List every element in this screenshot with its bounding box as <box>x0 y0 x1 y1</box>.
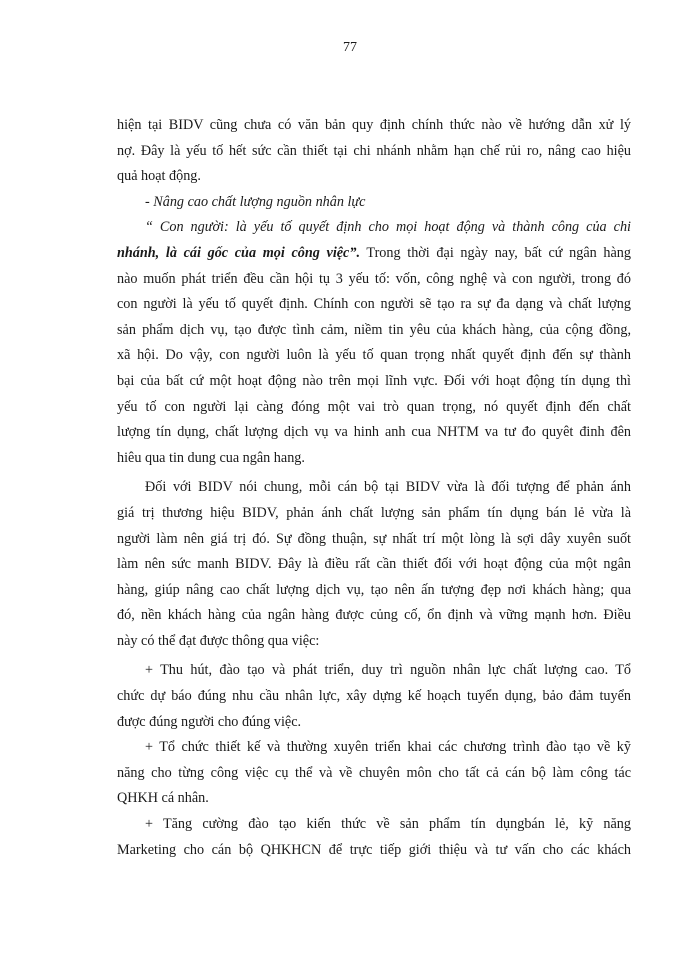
text-line: yếu tố con người lại càng đóng một vai trò quan trọng, nó quyết định đến chất <box>117 398 631 415</box>
quote-line: “ Con người: là yếu tố quyết định cho mọi hoạt động và thành công của chi <box>145 219 631 236</box>
text-line: người làm nên giá trị đó. Sự đồng thuận, sự nhất trí một lòng là sợi dây xuyên suốt <box>117 530 631 547</box>
text-line <box>117 241 631 267</box>
text-line: QHKH cá nhân. <box>117 790 209 807</box>
paragraph-human-resources <box>117 215 631 471</box>
paragraph-bidv <box>117 475 631 654</box>
bullet-item <box>117 812 631 863</box>
bullet-item <box>117 658 631 735</box>
bullet-item <box>117 735 631 812</box>
text-line: chức dự báo đúng nhu cầu nhân lực, xây dựng kế hoạch tuyển dụng, bảo đảm tuyển <box>117 688 631 705</box>
heading-text: - Nâng cao chất lượng nguồn nhân lực <box>145 193 366 210</box>
text-line: Đối với BIDV nói chung, mỗi cán bộ tại BIDV vừa là đối tượng để phản ánh <box>145 479 631 496</box>
text-line: + Tăng cường đào tạo kiến thức về sản phẩm tín dụngbán lẻ, kỹ năng <box>145 816 631 833</box>
text-line: nào muốn phát triển đều cần hội tụ 3 yếu tố: vốn, công nghệ và con người, trong đó <box>117 270 631 287</box>
text-line: hiêu qua tin dung cua ngân hang. <box>117 449 305 466</box>
text-line: + Tổ chức thiết kế và thường xuyên triển khai các chương trình đào tạo về kỹ <box>145 739 631 756</box>
text-line: hiện tại BIDV cũng chưa có văn bản quy định chính thức nào về hướng dẫn xử lý <box>117 117 631 133</box>
text-line: giá trị thương hiệu BIDV, phản ánh chất lượng sản phẩm tín dụng bán lẻ vừa là <box>117 504 631 521</box>
text-line: đó, nền khách hàng của ngân hàng được củng cố, ổn định và vững mạnh hơn. Điều <box>117 607 631 624</box>
text-line: con người là yếu tố quyết định. Chính con người sẽ tạo ra sự đa dạng và chất lượng <box>117 296 631 313</box>
text-line: quả hoạt động. <box>117 168 201 185</box>
paragraph-continuation <box>117 113 631 190</box>
text-line: bại của bất cứ một hoạt động nào trên mọi lĩnh vực. Đối với hoạt động tín dụng thì <box>117 372 631 389</box>
quote-continuation: Trong thời đại ngày nay, bất cứ ngân hàng <box>360 244 631 261</box>
text-line: xã hội. Do vậy, con người luôn là yếu tố quan trọng nhất quyết định đến sự thành <box>117 347 631 364</box>
quote-end: nhánh, là cái gốc của mọi công việc”. <box>117 244 360 261</box>
section-heading <box>117 190 631 216</box>
page-number: 77 <box>343 40 357 55</box>
text-line: sản phẩm dịch vụ, tạo được tình cảm, niềm tin yêu của khách hàng, của cộng đồng, <box>117 321 631 338</box>
text-line: + Thu hút, đào tạo và phát triển, duy trì nguồn nhân lực chất lượng cao. Tổ <box>145 662 631 679</box>
text-line: Marketing cho cán bộ QHKHCN để trực tiếp giới thiệu và tư vấn cho các khách <box>117 841 631 858</box>
text-line: nợ. Đây là yếu tố hết sức cần thiết tại chi nhánh nhằm hạn chế rủi ro, nâng cao hiệu <box>117 142 631 159</box>
document-body <box>117 113 631 863</box>
text-line: hàng, giúp nâng cao chất lượng dịch vụ, tạo nên ấn tượng đẹp nơi khách hàng; qua <box>117 581 631 598</box>
text-line: làm nên sức manh BIDV. Đây là điều rất cần thiết đối với hoạt động của một ngân <box>117 556 631 573</box>
text-line: này có thể đạt được thông qua việc: <box>117 632 320 649</box>
text-line: được đúng người cho đúng việc. <box>117 713 302 730</box>
text-line: lượng tín dụng, chất lượng dịch vụ va hinh anh cua NHTM va tư đo quyêt đinh đên <box>117 424 631 441</box>
text-line: năng cho từng công việc cụ thể và về chuyên môn cho tất cả cán bộ làm công tác <box>117 764 631 781</box>
